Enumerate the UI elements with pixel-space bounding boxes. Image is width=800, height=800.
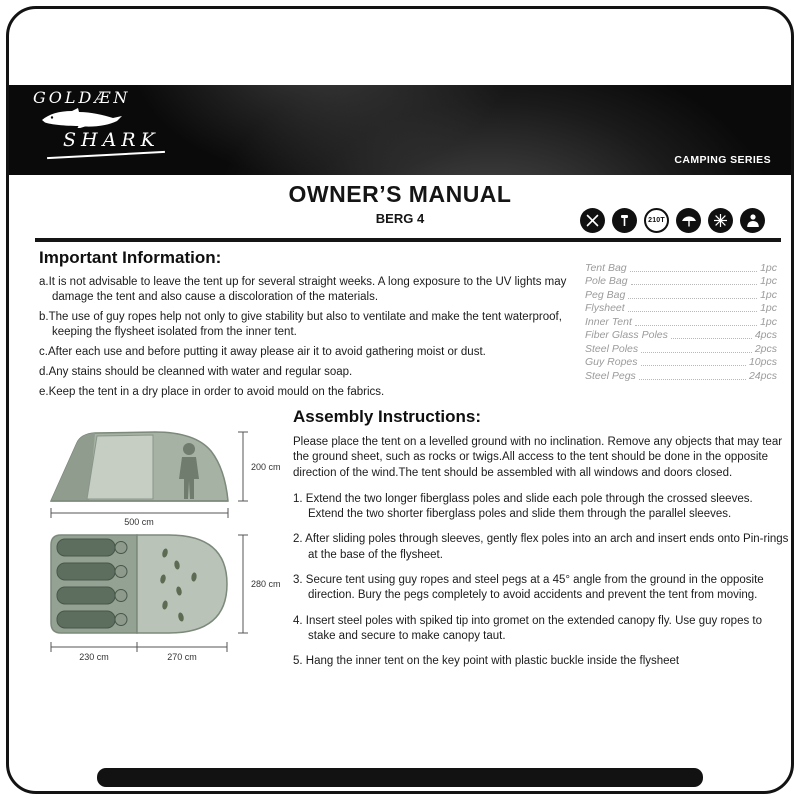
manual-page [6,6,794,794]
step-number: 5. [293,655,303,668]
tent-floor-plan [37,527,289,667]
part-name: Fiber Glass Poles [585,329,668,341]
header-band [9,85,791,175]
side-height-label: 200 cm [251,462,281,472]
table-row [585,328,777,342]
item-marker: c. [39,345,48,358]
assembly-step [293,654,789,669]
assembly-step [293,532,789,563]
important-heading: Important Information: [39,248,222,267]
assembly-intro: Please place the tent on a levelled ground with no inclination. Remove any objects that may tear the ground sheet, such as rocks or twigs.All access to the tent should be done in the opposite direction of the wind.The tent should be assembled with all windows and doors closed. [293,436,783,479]
model-name: BERG 4 [375,211,425,226]
part-qty: 1pc [760,275,777,287]
part-qty: 4pcs [754,329,777,341]
item-text: It is not advisable to leave the tent up for several straight weeks. A long exposure to the UV lights may damage the tent and also cause a discoloration of the materials. [48,276,567,303]
tent-side-view [37,417,289,527]
step-text: Insert steel poles with spiked tip into gromet on the extended canopy fly. Use guy ropes to stake and secure to make canopy taut. [305,614,763,642]
part-qty: 1pc [760,261,777,274]
part-qty: 24pcs [748,369,777,382]
assembly-step [293,614,789,645]
item-text: The use of guy ropes help not only to give stability but also to ventilate and make the tent waterproof, keeping the flysheet isolated from the inner tent. [48,310,562,338]
important-item [39,275,597,305]
item-text: Keep the tent in a dry place in order to avoid mould on the fabrics. [48,385,385,398]
item-text: Any stains should be cleanned with water and regular soap. [48,365,353,378]
dotted-leader [628,298,757,299]
table-row [585,341,777,355]
peg-mallet-icon [612,208,637,233]
plan-right-width-label: 270 cm [167,652,197,662]
step-number: 4. [293,614,303,627]
fabric-210t-icon [644,208,669,233]
plan-left-width-label: 230 cm [79,652,109,662]
step-number: 3. [293,573,303,586]
assembly-heading: Assembly Instructions: [293,407,481,426]
step-text: Hang the inner tent on the key point with plastic buckle inside the flysheet [305,655,680,668]
important-item [39,310,597,340]
logo-flourish [47,151,165,159]
part-name: Steel Poles [585,342,639,355]
item-marker: b. [39,310,49,323]
part-qty: 10pcs [748,356,777,368]
part-qty: 2pcs [754,342,777,355]
item-marker: d. [39,365,49,378]
part-name: Tent Bag [585,261,627,274]
dotted-leader [631,284,757,285]
assembly-step [293,573,789,604]
part-name: Flysheet [585,302,625,314]
dotted-leader [671,338,752,339]
assembly-step [293,492,789,523]
dotted-leader [639,379,746,380]
footer-bar [97,768,703,787]
brand-name-top: GOLDÆN [33,88,131,107]
umbrella-waterproof-icon [676,208,701,233]
side-width-label: 500 cm [124,517,154,527]
part-name: Steel Pegs [585,369,636,382]
plan-height-label: 280 cm [251,579,281,589]
tent-diagrams [37,417,289,667]
part-qty: 1pc [760,315,777,328]
step-text: After sliding poles through sleeves, gently flex poles into an arch and insert ends onto Pin-rings at the base of the flysheet. [305,533,789,561]
important-list [39,275,597,405]
feature-badges [580,208,765,233]
step-number: 1. [293,492,303,505]
parts-list [585,260,777,382]
step-number: 2. [293,533,303,546]
table-row [585,287,777,301]
important-item [39,365,597,380]
dotted-leader [628,311,757,312]
step-text: Secure tent using guy ropes and steel pegs at a 45° angle from the ground in the opposite direction. Bury the pegs completely to avoid accidents and prevent the tent from moving. [305,573,764,602]
important-item [39,345,597,360]
crossed-poles-icon [580,208,605,233]
spokes-ventilation-icon [708,208,733,233]
table-row [585,301,777,315]
table-row [585,368,777,382]
dotted-leader [635,325,757,326]
table-row [585,355,777,369]
part-qty: 1pc [760,302,777,314]
title-divider [35,238,781,242]
part-name: Peg Bag [585,288,626,301]
table-row [585,314,777,328]
part-qty: 1pc [760,288,777,301]
step-text: Extend the two longer fiberglass poles and slide each pole through the crossed sleeves. Extend the two shorter fiberglass poles and slide them through the parallel sleeves. [305,492,753,521]
series-label: CAMPING SERIES [674,154,771,166]
dotted-leader [641,352,752,353]
page-title: OWNER’S MANUAL [288,181,512,207]
item-marker: e. [39,385,49,398]
item-marker: a. [39,276,49,288]
table-row [585,260,777,274]
part-name: Pole Bag [585,275,628,287]
fabric-label: 210T [648,217,665,224]
assembly-section [293,407,789,679]
person-capacity-icon [740,208,765,233]
brand-logo [33,90,165,156]
dotted-leader [641,365,746,366]
important-item [39,385,597,400]
shark-icon [39,108,165,131]
dotted-leader [630,271,757,272]
item-text: After each use and before putting it away please air it to avoid gathering moist or dust. [47,345,486,358]
part-name: Inner Tent [585,315,632,328]
brand-name-bottom: SHARK [63,129,160,151]
table-row [585,274,777,288]
part-name: Guy Ropes [585,356,638,368]
